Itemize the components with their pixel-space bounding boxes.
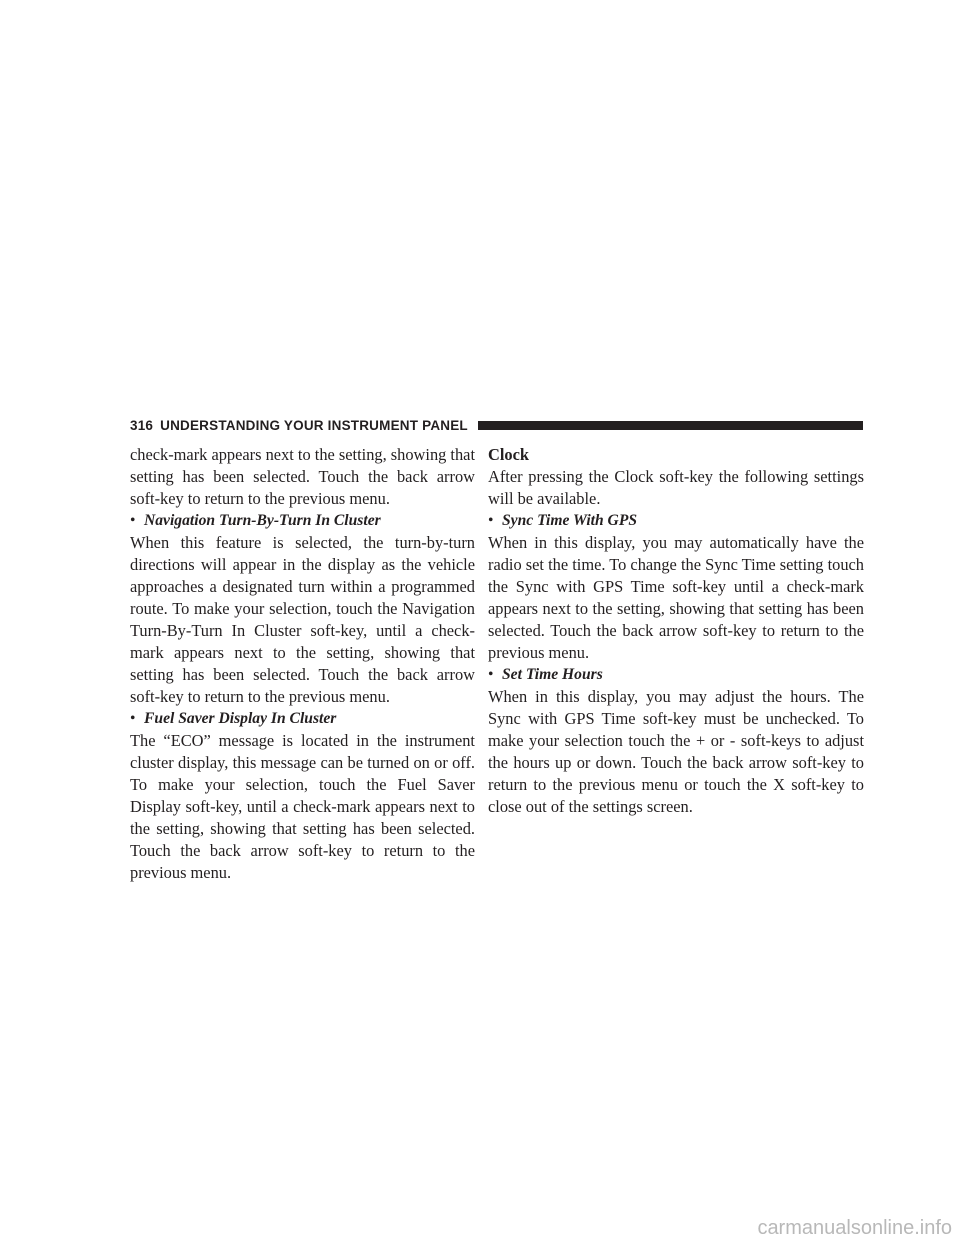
bullet-title: Set Time Hours — [502, 666, 603, 683]
section-heading: Clock — [488, 445, 529, 464]
running-header — [130, 416, 863, 434]
bullet-heading — [488, 510, 864, 532]
bullet-icon: • — [488, 666, 494, 683]
bullet-title: Fuel Saver Display In Cluster — [144, 710, 337, 727]
bullet-heading — [130, 708, 475, 730]
intro-paragraph: check-mark appears next to the setting, showing that setting has been selected. Touch the back arrow soft-key to return to the previous menu. — [130, 445, 476, 508]
right-column — [488, 444, 864, 818]
section-intro: After pressing the Clock soft-key the following settings will be available. — [488, 467, 864, 508]
page-number: 316 — [130, 417, 154, 433]
bullet-icon: • — [488, 512, 494, 529]
bullet-body: When in this display, you may adjust the hours. The Sync with GPS Time soft-key must be unchecked. To make your selection touch the + or - soft-keys to adjust the hours up or down. Touch the back arrow soft-key to return to the previous menu or touch the X soft-key to close out of the settings screen. — [488, 687, 864, 816]
header-rule — [478, 421, 863, 430]
bullet-title: Sync Time With GPS — [502, 512, 638, 529]
bullet-heading — [130, 510, 475, 532]
bullet-icon: • — [130, 710, 136, 727]
section-title: UNDERSTANDING YOUR INSTRUMENT PANEL — [160, 417, 468, 433]
watermark: carmanualsonline.info — [757, 1217, 952, 1239]
bullet-body: The “ECO” message is located in the instrument cluster display, this message can be turned on or off. To make your selection, touch the Fuel Saver Display soft-key, until a check-mark appears next to the setting, showing that setting has been selected. Touch the back arrow soft-key to return to the previous menu. — [130, 731, 475, 882]
bullet-body: When this feature is selected, the turn-by-turn directions will appear in the display as the vehicle approaches a designated turn within a programmed route. To make your selection, touch the Navigation Turn-By-Turn In Cluster soft-key, until a check-mark appears next to the setting, showing that setting has been selected. Touch the back arrow soft-key to return to the previous menu. — [130, 533, 475, 706]
bullet-icon: • — [130, 512, 136, 529]
bullet-heading — [488, 664, 864, 686]
left-column — [130, 444, 475, 884]
bullet-title: Navigation Turn-By-Turn In Cluster — [144, 512, 381, 529]
bullet-body: When in this display, you may automatically have the radio set the time. To change the Sync Time setting touch the Sync with GPS Time soft-key until a check-mark appears next to the setting, showing that setting has been selected. Touch the back arrow soft-key to return to the previous menu. — [488, 533, 864, 662]
